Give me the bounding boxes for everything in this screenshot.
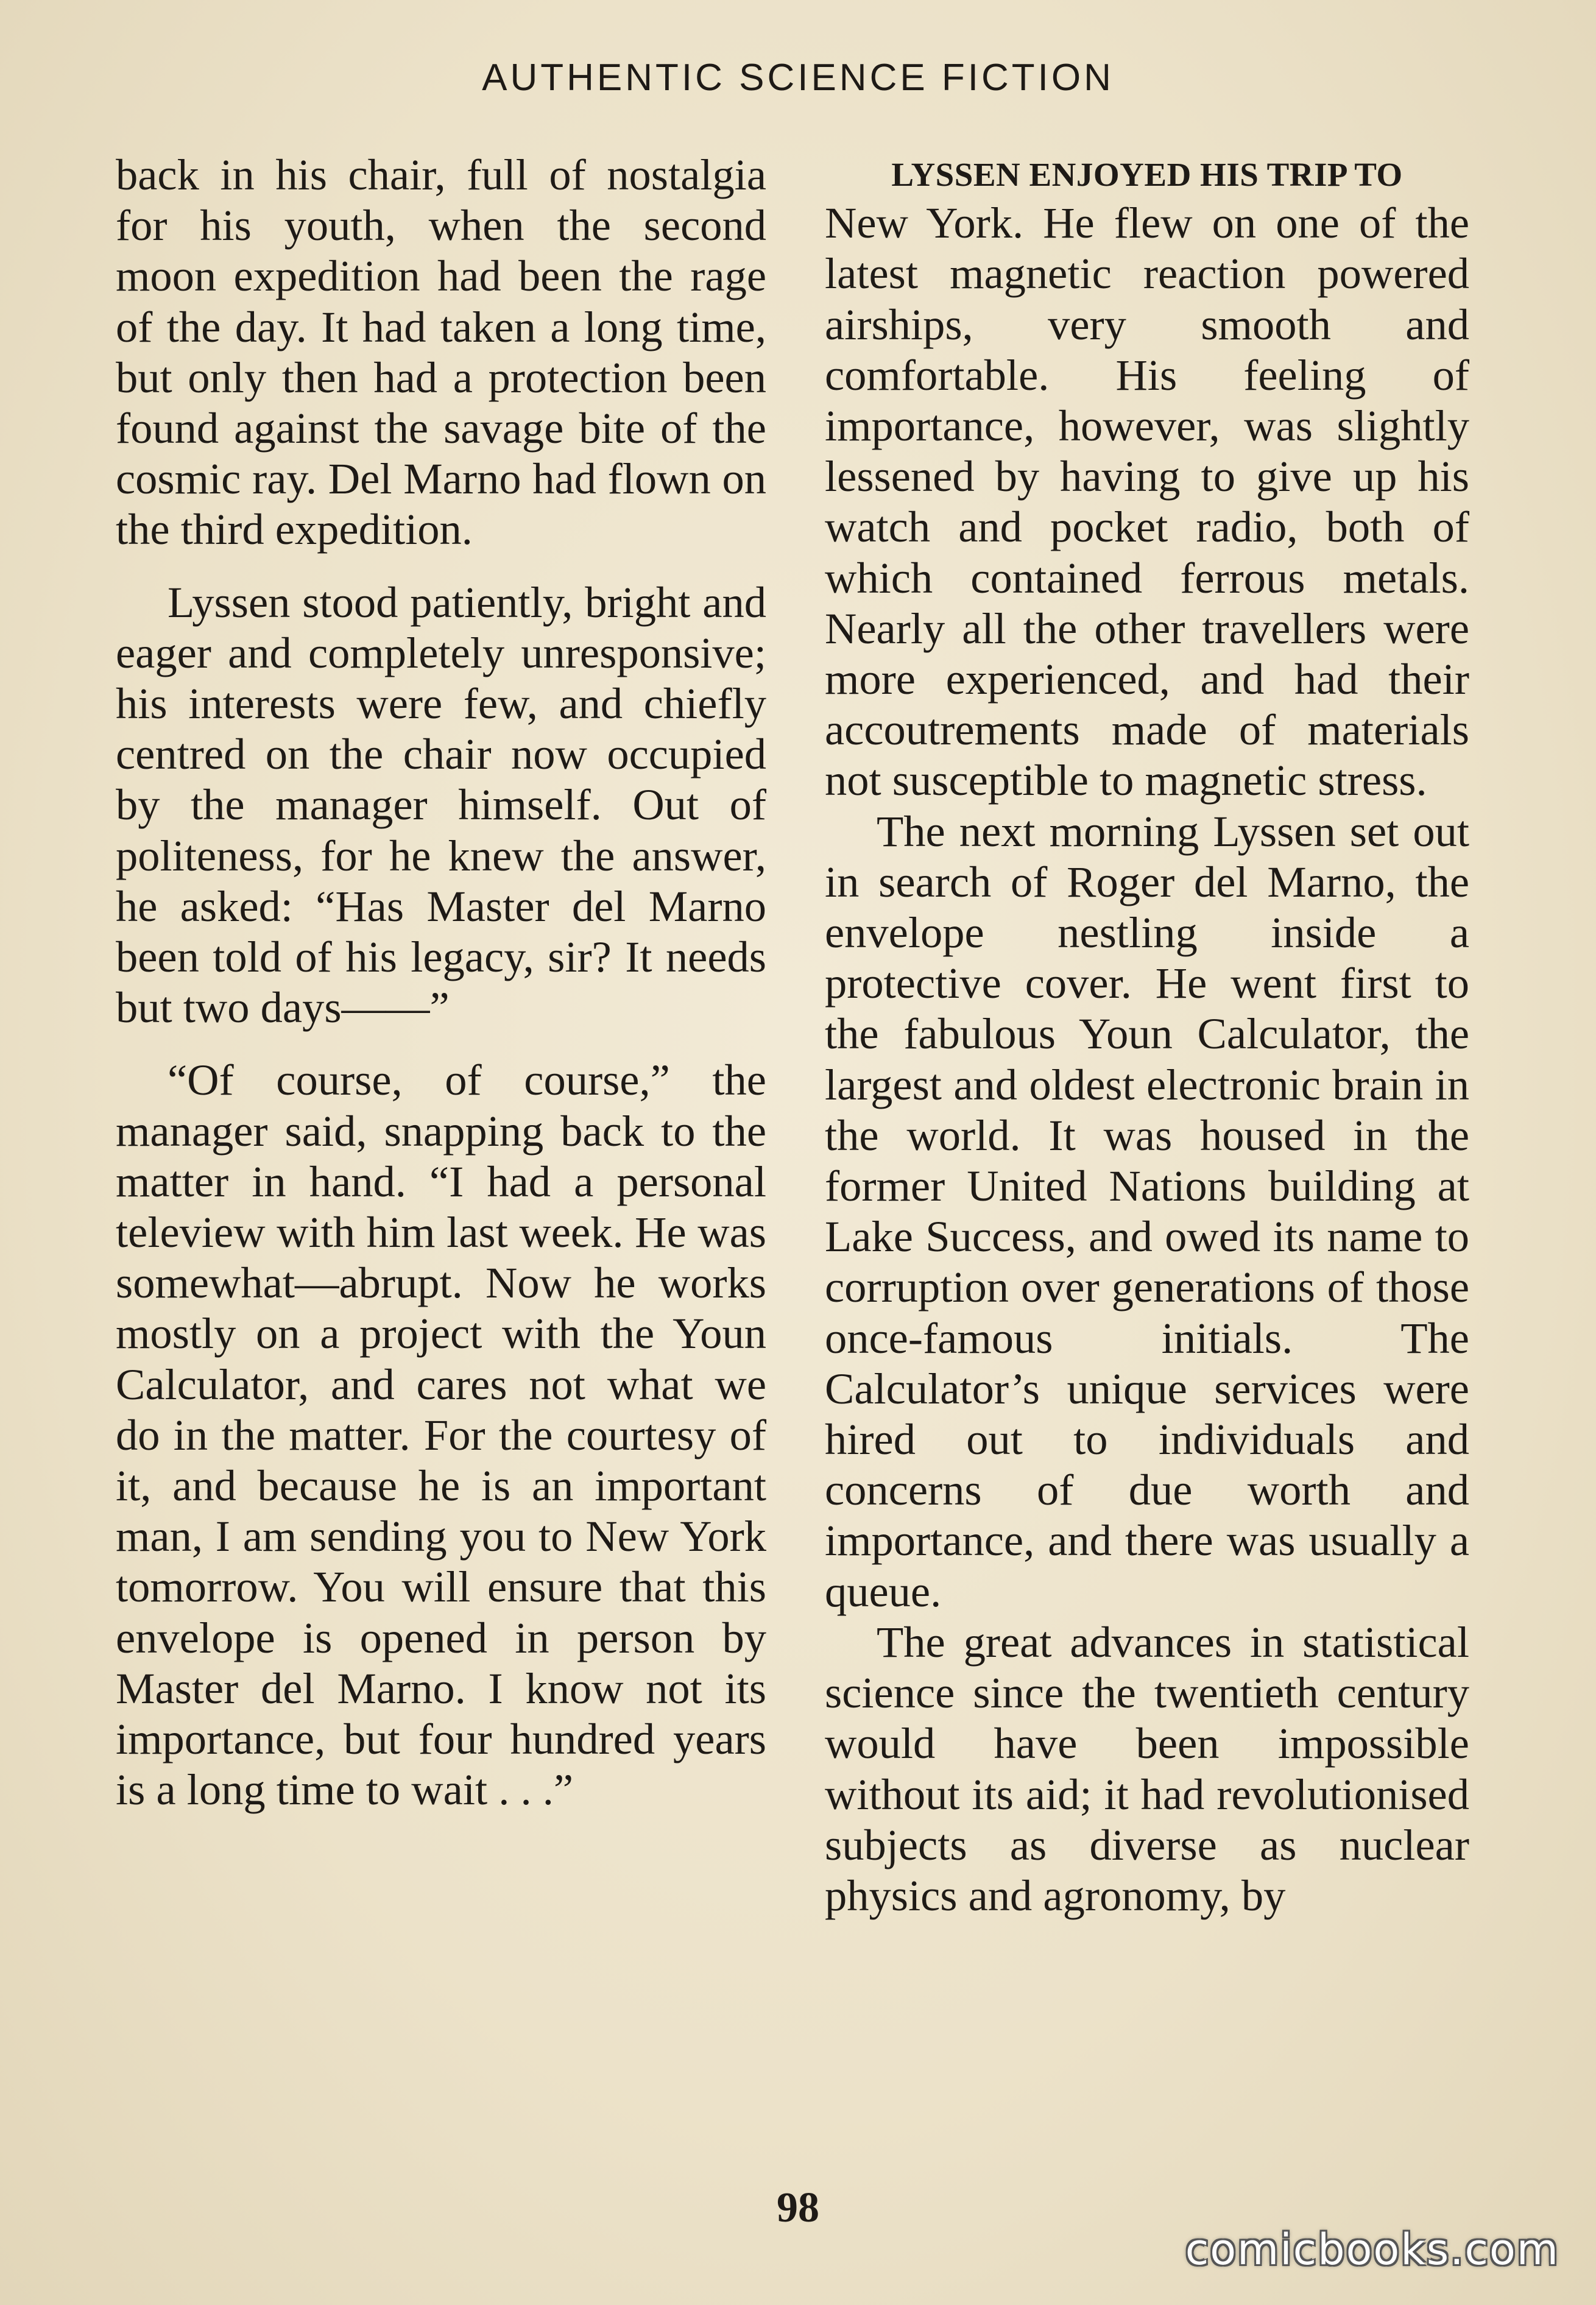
section-lead-smallcaps: LYSSEN ENJOYED HIS TRIP TO [891,156,1403,193]
left-paragraph-3: “Of course, of course,” the manager said, snapping back to the matter in hand. “I had a personal teleview with him last week. He was somewhat—abrupt. Now he works mostly on a project with the Youn Calculator, and cares not what we do in the matter. For the courtesy of it, and because he is an important man, I am sending you to New York tomorrow. You will ensure that this envelope is opened in person by Master del Marno. I know not its importance, but four hundred years is a long time to wait . . .” [116,1055,766,1815]
right-paragraph-3: The great advances in statistical science since the twentieth century would have been impossible without its aid; it had revolutionised subjects as diverse as nuclear physics and agronomy, by [825,1617,1469,1920]
running-head: AUTHENTIC SCIENCE FICTION [482,57,1114,99]
left-column [116,149,766,1815]
site-watermark: comicbooks.com [1185,2225,1559,2275]
right-column [825,149,1469,1921]
left-paragraph-2: Lyssen stood patiently, bright and eager and completely unresponsive; his interests were few, and chiefly centred on the chair now occupied by the manager himself. Out of politeness, for he knew the answer, he asked: “Has Master del Marno been told of his legacy, sir? It needs but two days——” [116,577,766,1032]
left-paragraph-1: back in his chair, full of nostalgia for his youth, when the second moon expedition had been the rage of the day. It had taken a long time, but only then had a protection been found against the savage bite of the cosmic ray. Del Marno had flown on the third expedition. [116,150,766,554]
right-paragraph-2: The next morning Lyssen set out in search of Roger del Marno, the envelope nestling inside a protective cover. He went first to the fabulous Youn Calculator, the largest and oldest electronic brain in the world. It was housed in the former United Nations building at Lake Success, and owed its name to corruption over generations of those once-famous initials. The Calculator’s unique services were hired out to individuals and concerns of due worth and importance, and there was usually a queue. [825,806,1469,1616]
page-number: 98 [777,2184,819,2231]
right-paragraph-1: New York. He flew on one of the latest magnetic reaction powered airships, very smooth and comfortable. His feeling of importance, however, was slightly lessened by having to give up his watch and pocket radio, both of which contained ferrous metals. Nearly all the other travellers were more experienced, and had their accoutrements made of materials not susceptible to magnetic stress. [825,198,1469,805]
